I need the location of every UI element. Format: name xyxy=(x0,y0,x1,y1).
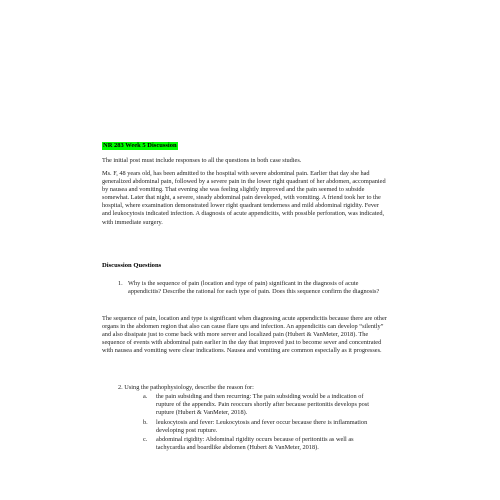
question-2-item-a xyxy=(143,393,383,417)
item-a-letter: a. xyxy=(143,393,148,400)
item-b-text: leukocytosis and fever: Leukocytosis and fever occur because there is inflammation developing post rupture. xyxy=(156,419,368,435)
answer-1-paragraph: The sequence of pain, location and type is significant when diagnosing acute appendicitis because there are other organs in the abdomen region that also can cause flare ups and infection. An appendicitis can develop “silently” and also dissipate just to come back with more server and localized pain (Hubert & VanMeter, 2018). The sequence of events with abdominal pain earlier in the day that improved just to become sever and concentrated with nausea and vomiting were clear indications. Nausea and vomiting are common especially as it progresses. xyxy=(102,315,387,355)
item-c-text: abdominal rigidity: Abdominal rigidity occurs because of peritonitis as well as tachycardia and boardlike abdomen (Hubert & VanMeter, 2018). xyxy=(156,436,354,452)
document-title: NR 283 Week 5 Discussion xyxy=(103,142,177,149)
case-study-paragraph: Ms. F, 48 years old, has been admitted to the hospital with severe abdominal pain. Earlier that day she had generalized abdominal pain, followed by a severe pain in the lower right quadrant of her abdomen, accompanied by nausea and vomiting. That evening she was feeling slightly improved and the pain seemed to subside somewhat. Later that night, a severe, steady abdominal pain developed, with vomiting. A friend took her to the hospital, where examination demonstrated lower right quadrant tenderness and mild abdominal rigidity. Fever and leukocytosis indicated infection. A diagnosis of acute appendicitis, with possible perforation, was indicated, with immediate surgery. xyxy=(102,170,386,226)
item-c-letter: c. xyxy=(143,436,148,443)
section-heading: Discussion Questions xyxy=(102,262,162,269)
question-2-item-b xyxy=(143,419,383,435)
question-1-text: Why is the sequence of pain (location and type of pain) significant in the diagnosis of acute appendicitis? Describe the rational for each type of pain. Does this sequence confirm the diagnosis? xyxy=(128,280,380,296)
title-block xyxy=(102,134,178,152)
item-a-text: the pain subsiding and then recurring: The pain subsiding would be a indication of rupture of the appendix. Pain reoccurs shortly after because peritonitis develops post rupture (Hubert & VanMeter, 2018). xyxy=(156,393,369,417)
question-1 xyxy=(118,280,386,296)
question-2-item-c xyxy=(143,436,383,452)
intro-paragraph: The initial post must include responses to all the questions in both case studies. xyxy=(102,157,302,164)
item-b-letter: b. xyxy=(143,419,148,426)
question-1-number: 1. xyxy=(118,280,123,287)
question-2-text: 2. Using the pathophysiology, describe the reason for: xyxy=(118,384,254,391)
